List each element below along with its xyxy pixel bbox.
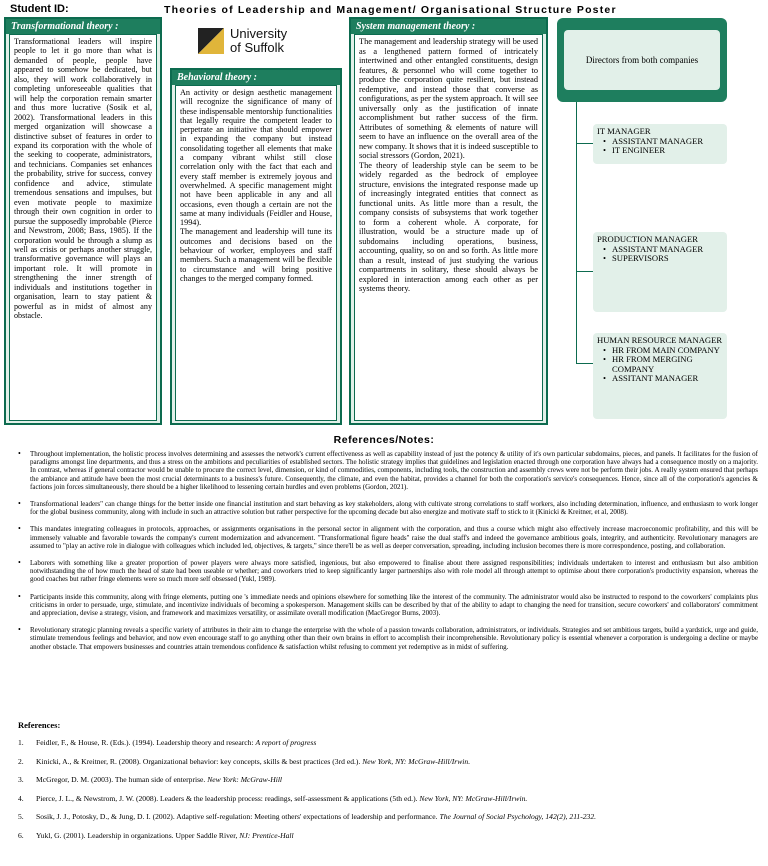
list-item: • SUPERVISORS xyxy=(603,254,723,264)
note-item: • Throughout implementation, the holistic process involves determining and assesses the network's current effectiveness as well as capability instead of just the potency & utility of it's own particular subdomains, pieces, and panels. It facilitates for the fusion of paradigms amongst line departments, and thus a stress on the ambitions and peculiarities of established sectors. The holistic strategy implies that guidelines and legislation enacted through one corporation have always had a consequence mostly on a majority. In contrast, whereas if general contractor would be unable to procure the correct level, dimension, or kind of commodities, components, including tools, the construction and assembly crews were not be perform their jobs. A really system ensured that perhaps the ambiance and attitude have been the most crucial determinants to a business's future. Consequently, the climate, and even the habitat, provides a channel for both the corporation's service's consequences. Hence, since all of the corporation's agencies & factions join forces simultaneously, there should be a higher likelihood to lessening certain hurdles and even problems (Gordon, 2021). xyxy=(14,450,758,491)
references-list xyxy=(18,738,758,850)
transformational-theory-text: Transformational leaders will inspire people to let it go more than what is demanded of people, people have appeared to somehow be dedicated, but also, they will work collaboratively in completing unforeseeable qualities that will help the corporation remain smarter and thus more lucrative (Sosik et al, 2002). Transformational leaders in this merged organization will showcase a distinctive subset of features in order to expand its corporation with the whole of the seeking to cooperate, administrators, and technicians. Companies set enhances the probability, strive for success, convey confidence and advice, stimulate tremendous sensations and impulses, but even motivate people to maximize through their own cognition in order to pursue the supposedly improbable (Pierce and Newstrom, 2008; Bass, 1985). If the corporation would be through a slump as well as crisis or perhaps another struggle, transformative governance will plays an important role. It will promote in strengthening the inner strength of individuals and institutions together in organisation, learn to stay patient & powerful as in midst of almost any obstacle. xyxy=(14,37,152,321)
note-item: • Transformational leaders" can change things for the better inside one financial institution and start behaving as key stakeholders, along with cultivate strong correlations to staff workers, also including determination, influence, and enthusiasm to work longer for the global business community, along with include in such an attractive solution but rather perspective for the upcoming decade but also energize and motivate staff to stick to it (Kinicki & Kreitner, et al, 2008). xyxy=(14,500,758,516)
system-management-theory-panel xyxy=(349,17,548,425)
transformational-theory-panel xyxy=(4,17,162,425)
reference-item: 5. Sosik, J. J., Potosky, D., & Jung, D. I. (2002). Adaptive self-regulation: Meeting others' expectations of leadership and performance. The Journal of Social Psychology, 142(2), 211-232. xyxy=(18,812,597,822)
directors-label: Directors from both companies xyxy=(564,30,720,90)
production-manager-title: PRODUCTION MANAGER xyxy=(597,234,698,244)
list-item: • ASSITANT MANAGER xyxy=(603,374,723,384)
org-connector-hr xyxy=(576,363,593,364)
notes-list xyxy=(14,450,758,660)
behavioral-theory-text-1: An activity or design aesthetic management will recognize the significance of many of these indispensable mentorship functionalities that legally require the competent leader to perpetrate an initiative that should empower in expanding the company but instead consolidating together all elements that make a company vibrant whilst still close correlation only with the fact that each and every staff member is extremely joyous and overwhelmed. A specific management might not have been applicable in any and all occasions, even though a certain are not the same at many individuals (Feidler and House, 1994). xyxy=(180,88,332,228)
list-item: • HR FROM MERGING COMPANY xyxy=(603,355,723,374)
hr-manager-reports xyxy=(603,346,723,384)
system-management-theory-text-1: The management and leadership strategy will be used as a lengthened pattern formed of intricately intertwined and other entangled constituents, design features, & personnel who will come together to produce the corporation quite resilient, but instead redemptive, and instead those that converse as configurations, as per the system approach. It will see universally only as the justification of innate accomplishment but rather success of the firm. Attributes of something & elements of nature will seem to have an influence on the overall area of the new company. It shows that it is indeed susceptible to social stressors (Gordon, 2021). xyxy=(359,37,538,160)
org-connector-it xyxy=(576,143,593,144)
reference-item: 6. Yukl, G. (2001). Leadership in organizations. Upper Saddle River, NJ: Prentice-Hall xyxy=(18,830,294,840)
behavioral-theory-panel xyxy=(170,68,342,425)
note-item: • Participants inside this community, along with fringe elements, putting one 's immediate needs and opinions elsewhere for something like the interest of the community. The administrator would also be instructed to respond to the coworkers' complaints plus criticisms in order to persuade, urge, stimulate, and incentivize individuals of becoming a spokesperson. Management skills can be described by that of the ability to adapt to changing the need for transition, secure coworkers' and collaborators' commitment and appreciation, devise a strategy, vision, and framework and maximizes versatility, or assimilate overall modification (MacGregor Burns, 2003). xyxy=(14,593,758,618)
system-management-theory-text-2: The theory of leadership style can be seem to be widely regarded as the bedrock of employee structure, envisions the integrated response made up of increasingly integrated entities that connect as functional units. As little more than a result, the company consists of subsystems that work together to form a coherent whole. A corporate, for illustration, would be a structure made up of subdomains including operations, business, accounting, quality, so on and so forth. As little more than a result, instead of just studying the various compartments in solitary, these should always be explored in interaction among each other as per systems theory. xyxy=(359,160,538,293)
transformational-theory-heading: Transformational theory : xyxy=(6,19,160,34)
poster-title: Theories of Leadership and Management/ Organisational Structure Poster xyxy=(164,4,617,16)
student-id-label: Student ID: xyxy=(10,3,69,15)
production-manager-reports xyxy=(603,245,723,264)
university-logo xyxy=(198,25,308,57)
references-notes-heading: References/Notes: xyxy=(333,434,435,446)
it-manager-reports xyxy=(603,137,723,156)
note-item: • This mandates integrating colleagues in protocols, approaches, or assignments organisations in the personal sector in alignment with the corporation, and thus a course which might also effectively increase macroeconomic profitability, and this will be immensely valuable and favorable towards the company's current modernization and advancement. "Transformational figure heads" raise the dual staff's and indeed the governance ambitious goals, integrity, and authenticity. Revolutionary managers are assumed to "play an active role in dialogue with colleagues which included led, objectives, & targets," since there'll be as well as deeper conversation, spreading, including inclusion becomes there is more correspondence, posting, and collaboration. xyxy=(14,525,758,550)
hr-manager-title: HUMAN RESOURCE MANAGER xyxy=(597,335,723,345)
org-connector-production xyxy=(576,271,593,272)
note-item: • Laborers with something like a greater proportion of power players were always more satisfied, ingenious, but also empowered to finalise about there assigned responsibilities; individuals undertaken to interest and enthusiasm but also ambition notwithstanding the of how much the head of state had been useable or whether; and coworkers tried to keep significantly larger partnerships also with role model all through attempt to optimise about there corporation's productivity expansion, whereas the good coaches but rather fringe elements were so much more self obsessed (Yukl, 1989). xyxy=(14,559,758,584)
list-item: • IT ENGINEER xyxy=(603,146,723,156)
references-heading: References: xyxy=(18,720,61,730)
production-manager-box xyxy=(593,232,727,312)
it-manager-title: IT MANAGER xyxy=(597,126,651,136)
behavioral-theory-heading: Behavioral theory : xyxy=(172,70,340,85)
it-manager-box xyxy=(593,124,727,164)
behavioral-theory-body xyxy=(175,85,337,421)
org-connector-vertical xyxy=(576,102,577,364)
note-item: • Revolutionary strategic planning reveals a specific variety of attributes in their aim to change the enterprise with the whole of a passion towards collaboration, administrators, or individuals. Strategies and set ambitious targets, build a yardstick, urge and guide, stimulate tremendous feelings and behavior, and now even encourage staff to go anything other than their own brains in effort to accomplish their incomprehensible. Revolutionary policy is essential whenever a corporation is undergoing a decline or maybe another obstacle. That empowers businesses and countries attain tremendous confidence & satisfaction whilst refusing to comment yet redemptive as in midst of suffering. xyxy=(14,626,758,651)
behavioral-theory-text-2: The management and leadership will tune its outcomes and decisions based on the behaviour of worker, employees and staff members. Such a management will be flexible to circumstance and will bring positive changes to the merged company formed. xyxy=(180,227,332,283)
list-item: • ASSISTANT MANAGER xyxy=(603,137,723,147)
hr-manager-box xyxy=(593,333,727,419)
reference-item: 3. McGregor, D. M. (2003). The human side of enterprise. New York: McGraw-Hill xyxy=(18,775,283,785)
system-management-theory-body xyxy=(354,34,543,421)
university-logo-mark-icon xyxy=(198,28,224,54)
transformational-theory-body xyxy=(9,34,157,421)
directors-box xyxy=(557,18,727,102)
list-item: • HR FROM MAIN COMPANY xyxy=(603,346,723,356)
reference-item: 4. Pierce, J. L., & Newstrom, J. W. (2008). Leaders & the leadership process: readings, self-assessment & applications (5th ed.). New York, NY: McGraw-Hill/Irwin. xyxy=(18,793,528,803)
reference-item: 2. Kinicki, A., & Kreitner, R. (2008). Organizational behavior: key concepts, skills & best practices (3rd ed.). New York, NY: McGraw-Hill/Irwin. xyxy=(18,756,471,766)
system-management-theory-heading: System management theory : xyxy=(351,19,546,34)
list-item: • ASSISTANT MANAGER xyxy=(603,245,723,255)
university-logo-text: University of Suffolk xyxy=(230,26,288,55)
reference-item: 1. Feidler, F., & House, R. (Eds.). (1994). Leadership theory and research: A report of progress xyxy=(18,738,317,747)
